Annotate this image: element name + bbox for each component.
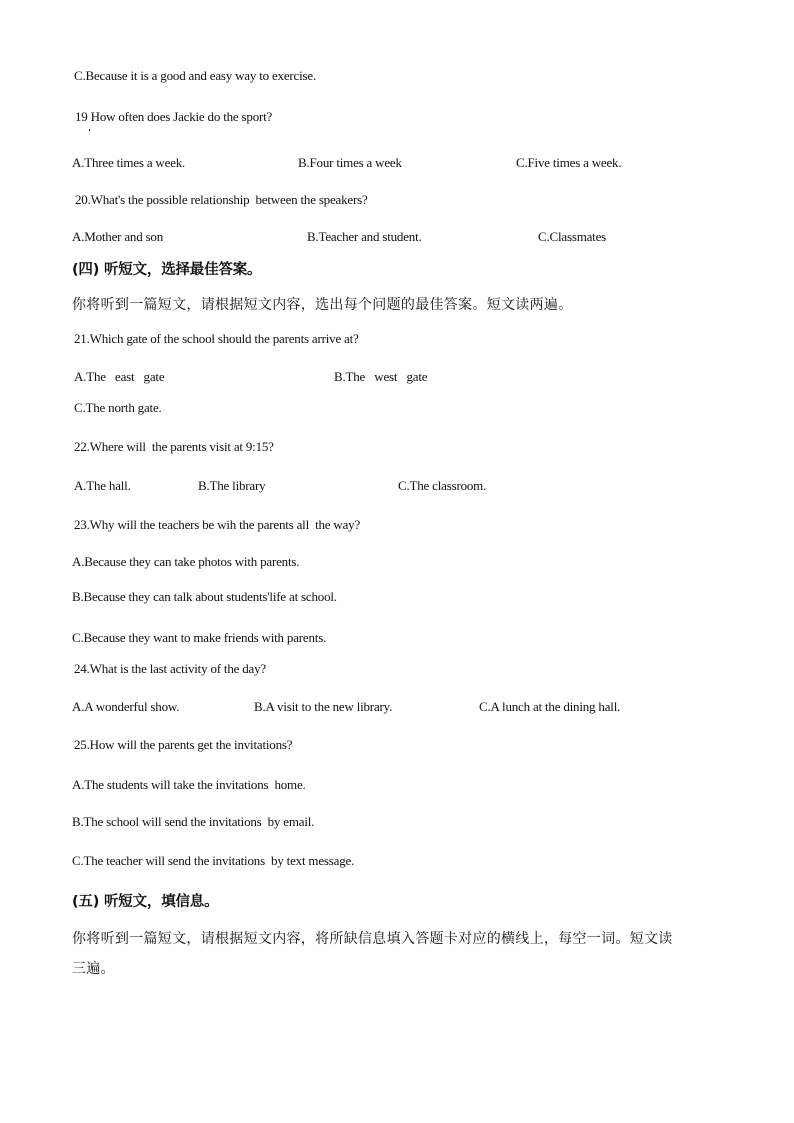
section5-instruction-line1: 你将听到一篇短文，请根据短文内容，将所缺信息填入答题卡对应的横线上，每空一词。短文读 xyxy=(72,931,673,947)
q24-option-a: A.A wonderful show. xyxy=(72,699,180,714)
q19-option-c: C.Five times a week. xyxy=(516,155,622,170)
section5-heading: (五) 听短文，填信息。 xyxy=(72,894,219,910)
q19-option-b: B.Four times a week xyxy=(298,155,402,170)
q24-question: 24.What is the last activity of the day? xyxy=(74,661,266,676)
q21-option-c: C.The north gate. xyxy=(74,400,162,415)
q20-option-b: B.Teacher and student. xyxy=(307,229,422,244)
q25-option-b: B.The school will send the invitations by email. xyxy=(72,814,315,829)
section5-instruction-line2: 三遍。 xyxy=(72,961,115,977)
q19-question: 19 How often does Jackie do the sport? xyxy=(75,109,273,124)
q23-option-a: A.Because they can take photos with parents. xyxy=(72,554,300,569)
q22-option-b: B.The library xyxy=(198,478,266,493)
q20-question: 20.What's the possible relationship between the speakers? xyxy=(75,192,368,207)
q24-option-c: C.A lunch at the dining hall. xyxy=(479,699,621,714)
q25-option-c: C.The teacher will send the invitations by text message. xyxy=(72,853,355,868)
q21-question: 21.Which gate of the school should the parents arrive at? xyxy=(74,331,359,346)
section4-heading: (四) 听短文，选择最佳答案。 xyxy=(72,262,262,278)
q22-question: 22.Where will the parents visit at 9:15? xyxy=(74,439,274,454)
stray-mark xyxy=(89,129,90,131)
q24-option-b: B.A visit to the new library. xyxy=(254,699,393,714)
section4-instruction: 你将听到一篇短文，请根据短文内容，选出每个问题的最佳答案。短文读两遍。 xyxy=(72,297,573,313)
q23-option-b: B.Because they can talk about students'life at school. xyxy=(72,589,337,604)
q20-option-c: C.Classmates xyxy=(538,229,607,244)
q21-option-b: B.The west gate xyxy=(334,369,428,384)
q23-question: 23.Why will the teachers be wih the parents all the way? xyxy=(74,517,361,532)
q23-option-c: C.Because they want to make friends with parents. xyxy=(72,630,327,645)
q21-option-a: A.The east gate xyxy=(74,369,165,384)
q25-option-a: A.The students will take the invitations home. xyxy=(72,777,306,792)
q18-option-c: C.Because it is a good and easy way to exercise. xyxy=(74,68,317,83)
q19-option-a: A.Three times a week. xyxy=(72,155,186,170)
q22-option-c: C.The classroom. xyxy=(398,478,487,493)
q20-option-a: A.Mother and son xyxy=(72,229,164,244)
q22-option-a: A.The hall. xyxy=(74,478,131,493)
q25-question: 25.How will the parents get the invitations? xyxy=(74,737,293,752)
